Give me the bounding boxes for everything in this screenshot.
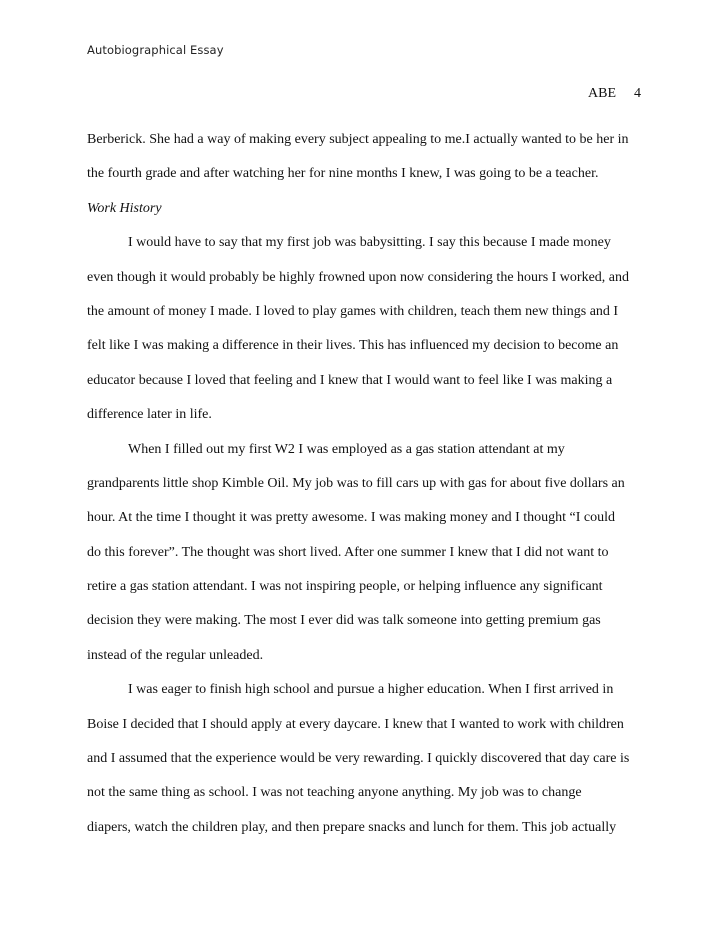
text-line: decision they were making. The most I ever did was talk someone into getting premium gas: [87, 613, 601, 629]
text-line: do this forever”. The thought was short lived. After one summer I knew that I did not want to: [87, 544, 609, 560]
text-line: retire a gas station attendant. I was not inspiring people, or helping influence any significant: [87, 579, 603, 595]
paragraph-start-line: When I filled out my first W2 I was employed as a gas station attendant at my: [128, 441, 565, 457]
text-line: the amount of money I made. I loved to play games with children, teach them new things and I: [87, 303, 619, 319]
page-number: 4: [634, 86, 641, 101]
text-line: hour. At the time I thought it was pretty awesome. I was making money and I thought “I could: [87, 510, 616, 526]
text-line: educator because I loved that feeling and I knew that I would want to feel like I was making a: [87, 372, 613, 388]
paragraph-start-line: I would have to say that my first job was babysitting. I say this because I made money: [128, 235, 611, 251]
text-line: not the same thing as school. I was not teaching anyone anything. My job was to change: [87, 785, 582, 801]
text-line: Boise I decided that I should apply at every daycare. I knew that I wanted to work with children: [87, 716, 624, 732]
text-line: felt like I was making a difference in their lives. This has influenced my decision to become an: [87, 338, 619, 354]
text-line: difference later in life.: [87, 407, 212, 423]
text-line: Berberick. She had a way of making every subject appealing to me.I actually wanted to be her in: [87, 132, 629, 147]
essay-body: [87, 123, 647, 845]
document-header-title: Autobiographical Essay: [87, 43, 224, 57]
text-line: and I assumed that the experience would be very rewarding. I quickly discovered that day care is: [87, 751, 630, 767]
text-line: diapers, watch the children play, and then prepare snacks and lunch for them. This job actually: [87, 819, 617, 835]
text-line: even though it would probably be highly frowned upon now considering the hours I worked, and: [87, 269, 630, 285]
text-line: instead of the regular unleaded.: [87, 647, 264, 663]
running-head-name: ABE: [588, 86, 616, 101]
section-heading-work-history: Work History: [87, 200, 162, 216]
text-line: grandparents little shop Kimble Oil. My job was to fill cars up with gas for about five dollars an: [87, 475, 625, 491]
paragraph-start-line: I was eager to finish high school and pursue a higher education. When I first arrived in: [128, 682, 614, 698]
running-head: [500, 86, 641, 102]
text-line: the fourth grade and after watching her for nine months I knew, I was going to be a teacher.: [87, 166, 599, 182]
